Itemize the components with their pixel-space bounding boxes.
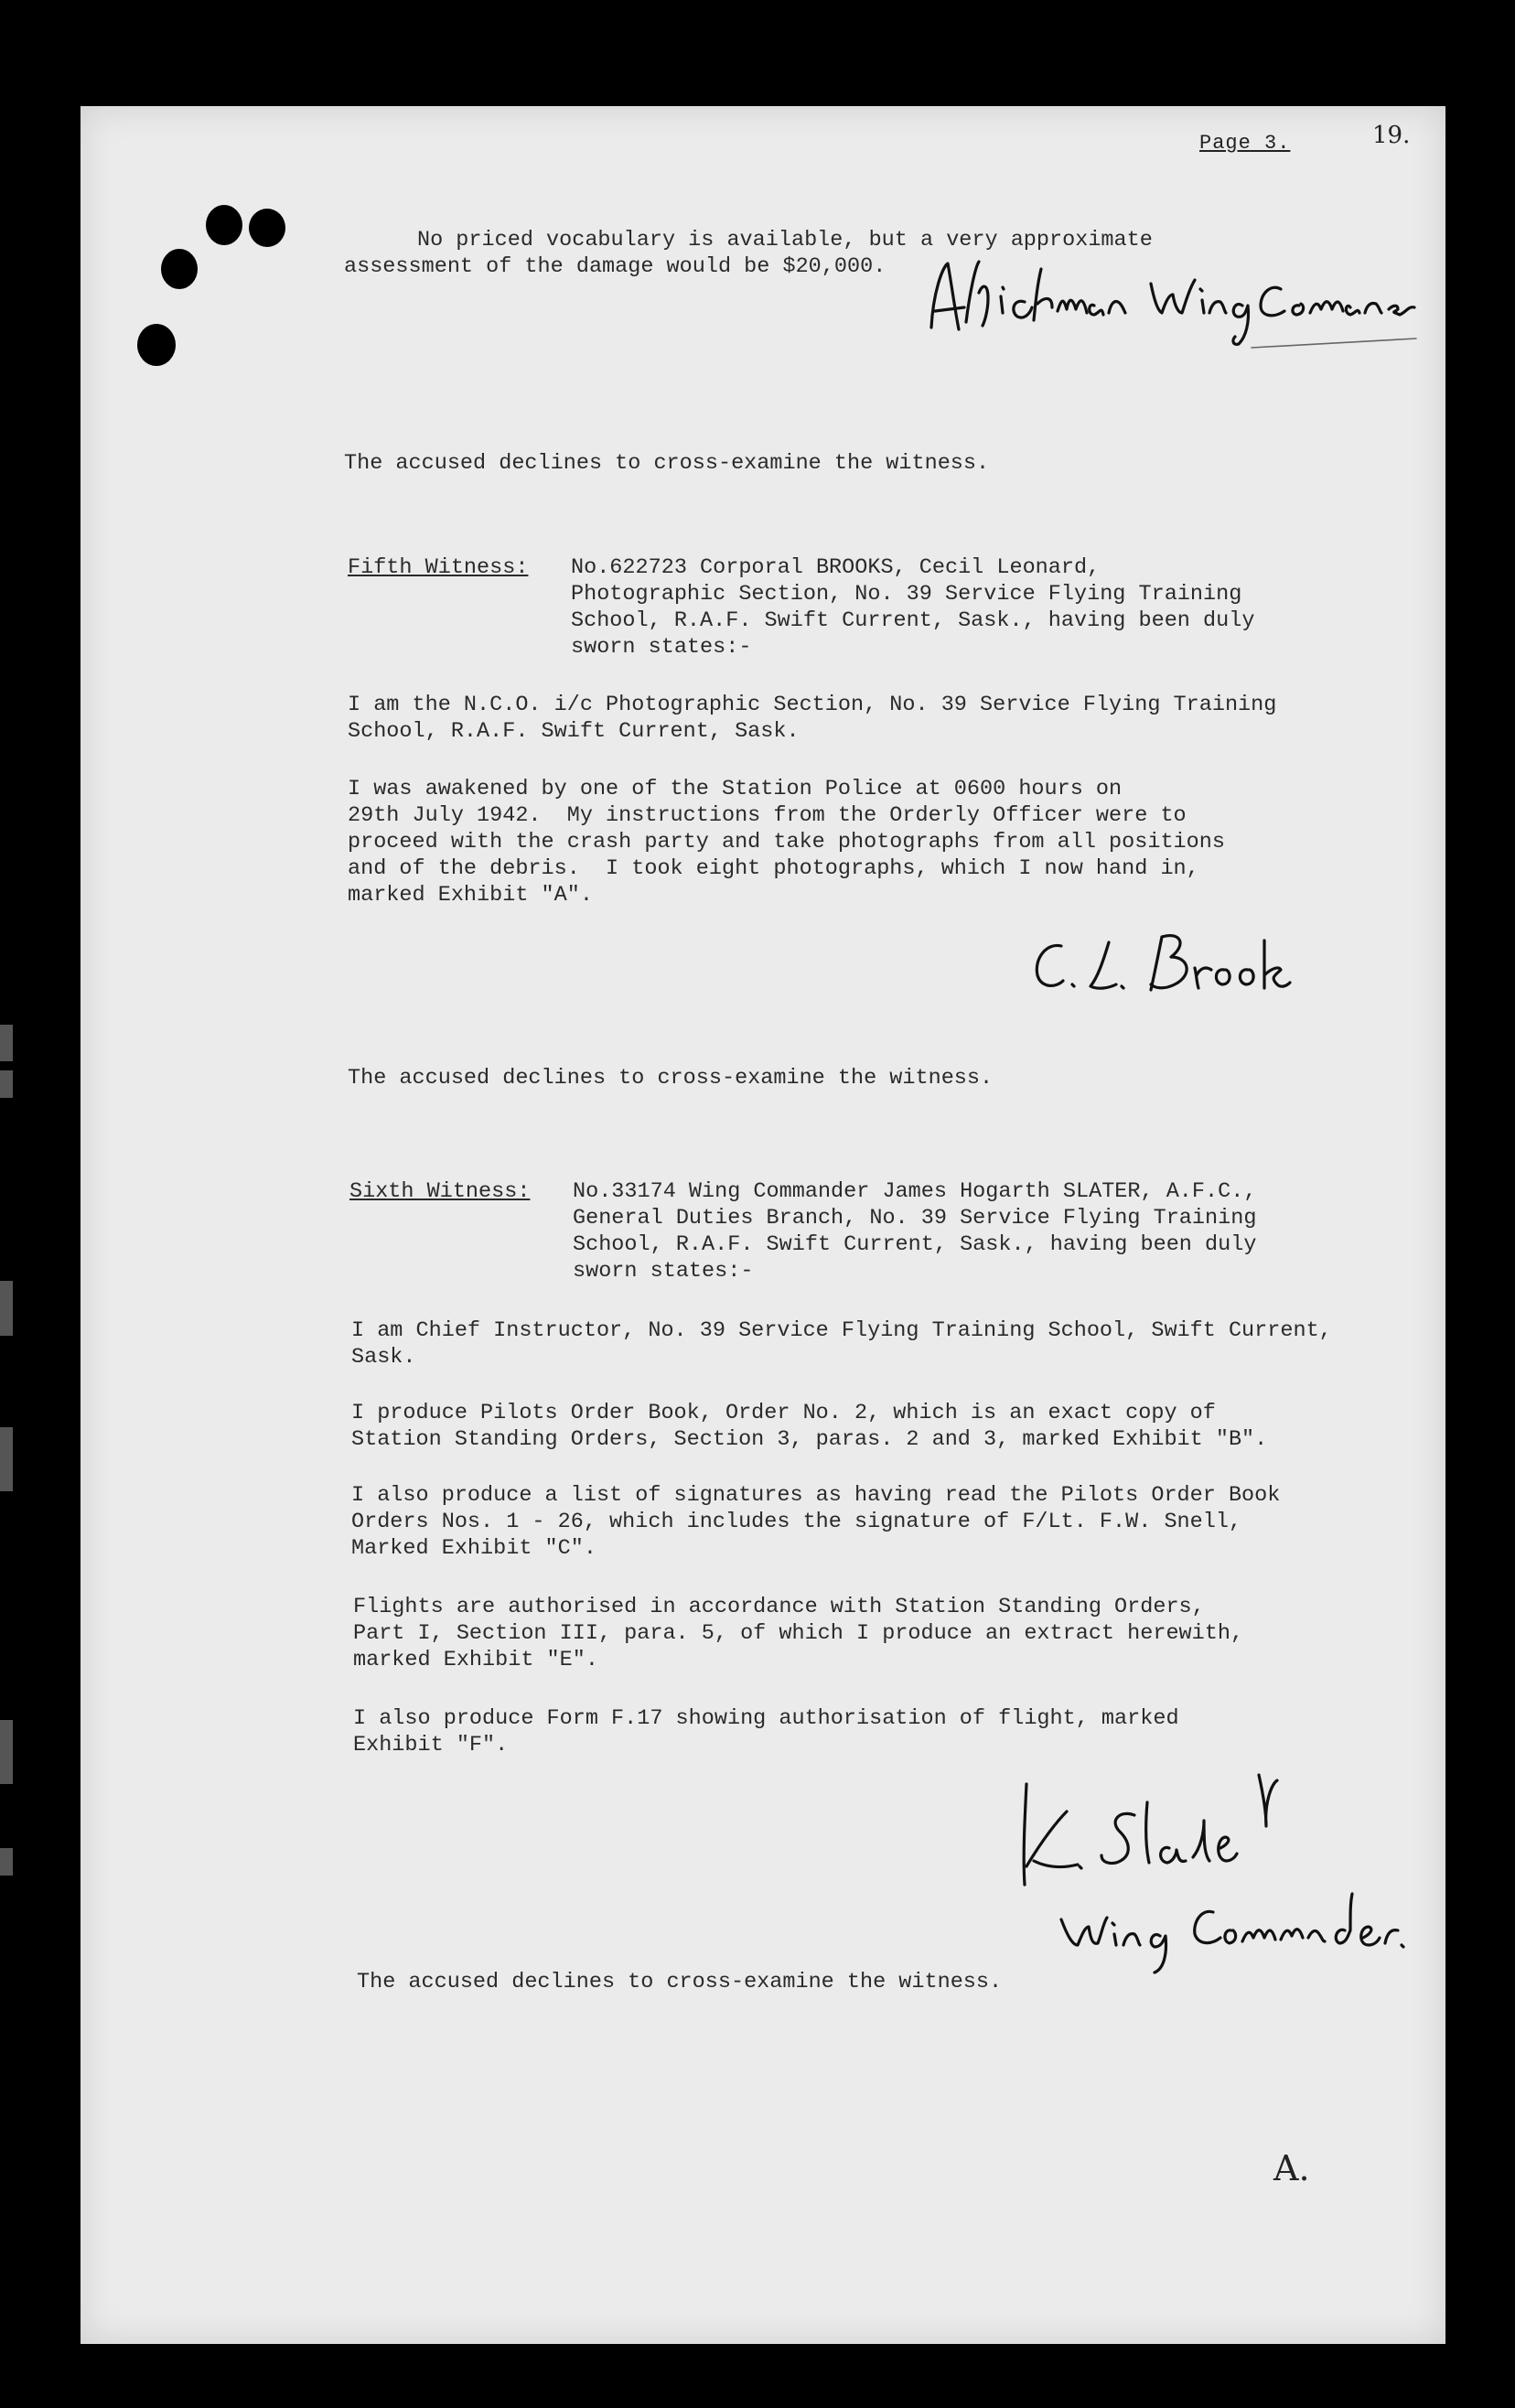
sixth-statement-line: Station Standing Orders, Section 3, paras. 2 and 3, marked Exhibit "B".: [351, 1427, 1268, 1452]
hickman-signature: [915, 256, 1427, 357]
slater-signature: [1006, 1766, 1409, 1976]
punch-hole: [249, 209, 285, 247]
scan-edge-mark: [0, 1720, 13, 1757]
scan-edge-mark: [0, 1070, 13, 1098]
brooks-signature: [1025, 924, 1299, 1006]
fifth-statement-line: I was awakened by one of the Station Police at 0600 hours on: [348, 777, 1123, 801]
sixth-statement-line: Exhibit "F".: [353, 1733, 509, 1758]
page-label: Page 3.: [1199, 132, 1291, 155]
punch-hole: [206, 205, 242, 245]
sixth-witness-line: No.33174 Wing Commander James Hogarth SLATER, A.F.C.,: [573, 1179, 1257, 1204]
scan-edge-mark: [0, 1427, 13, 1491]
fifth-statement-line: proceed with the crash party and take photographs from all positions: [348, 830, 1225, 855]
fifth-statement-line: School, R.A.F. Swift Current, Sask.: [348, 719, 800, 744]
sixth-witness-line: General Duties Branch, No. 39 Service Flying Training: [573, 1206, 1257, 1231]
fifth-statement-line: and of the debris. I took eight photographs, which I now hand in,: [348, 856, 1199, 881]
fifth-witness-label: Fifth Witness:: [348, 555, 529, 580]
sixth-witness-label: Sixth Witness:: [349, 1179, 531, 1204]
sixth-statement-line: I am Chief Instructor, No. 39 Service Flying Training School, Swift Current,: [351, 1318, 1332, 1343]
fifth-statement-line: marked Exhibit "A".: [348, 883, 593, 908]
declines-cross-examine-2: The accused declines to cross-examine the witness.: [348, 1066, 994, 1091]
assessment-line: assessment of the damage would be $20,000.: [344, 254, 886, 279]
sixth-statement-line: Flights are authorised in accordance with Station Standing Orders,: [353, 1595, 1205, 1619]
scan-edge-mark: [0, 1757, 13, 1784]
sixth-statement-line: Marked Exhibit "C".: [351, 1536, 596, 1561]
sixth-statement-line: Sask.: [351, 1345, 416, 1370]
fifth-witness-line: sworn states:-: [571, 635, 752, 660]
sixth-statement-line: marked Exhibit "E".: [353, 1648, 598, 1672]
sixth-witness-line: School, R.A.F. Swift Current, Sask., having been duly: [573, 1232, 1257, 1257]
vocabulary-line: No priced vocabulary is available, but a very approximate: [417, 228, 1153, 253]
punch-hole: [161, 249, 198, 289]
sixth-statement-line: I also produce a list of signatures as having read the Pilots Order Book: [351, 1483, 1281, 1508]
scan-edge-mark: [0, 1848, 13, 1876]
fifth-statement-line: 29th July 1942. My instructions from the Orderly Officer were to: [348, 803, 1187, 828]
sixth-statement-line: Part I, Section III, para. 5, of which I produce an extract herewith,: [353, 1621, 1244, 1646]
sheet-number: 19.: [1372, 122, 1411, 149]
fifth-witness-line: No.622723 Corporal BROOKS, Cecil Leonard,: [571, 555, 1101, 580]
sixth-statement-line: I produce Pilots Order Book, Order No. 2, which is an exact copy of: [351, 1401, 1216, 1425]
fifth-witness-line: School, R.A.F. Swift Current, Sask., having been duly: [571, 608, 1255, 633]
fifth-witness-line: Photographic Section, No. 39 Service Flying Training: [571, 582, 1242, 607]
sixth-witness-line: sworn states:-: [573, 1259, 754, 1284]
declines-cross-examine-3: The accused declines to cross-examine the witness.: [357, 1970, 1003, 1994]
sixth-statement-line: Orders Nos. 1 - 26, which includes the signature of F/Lt. F.W. Snell,: [351, 1510, 1242, 1534]
scan-edge-mark: [0, 1025, 13, 1061]
punch-hole: [137, 324, 176, 366]
sixth-statement-line: I also produce Form F.17 showing authorisation of flight, marked: [353, 1706, 1179, 1731]
scan-edge-mark: [0, 1281, 13, 1336]
fifth-statement-line: I am the N.C.O. i/c Photographic Section, No. 39 Service Flying Training: [348, 693, 1277, 717]
declines-cross-examine-1: The accused declines to cross-examine the witness.: [344, 451, 990, 476]
exhibit-corner-mark: A.: [1273, 2148, 1310, 2188]
